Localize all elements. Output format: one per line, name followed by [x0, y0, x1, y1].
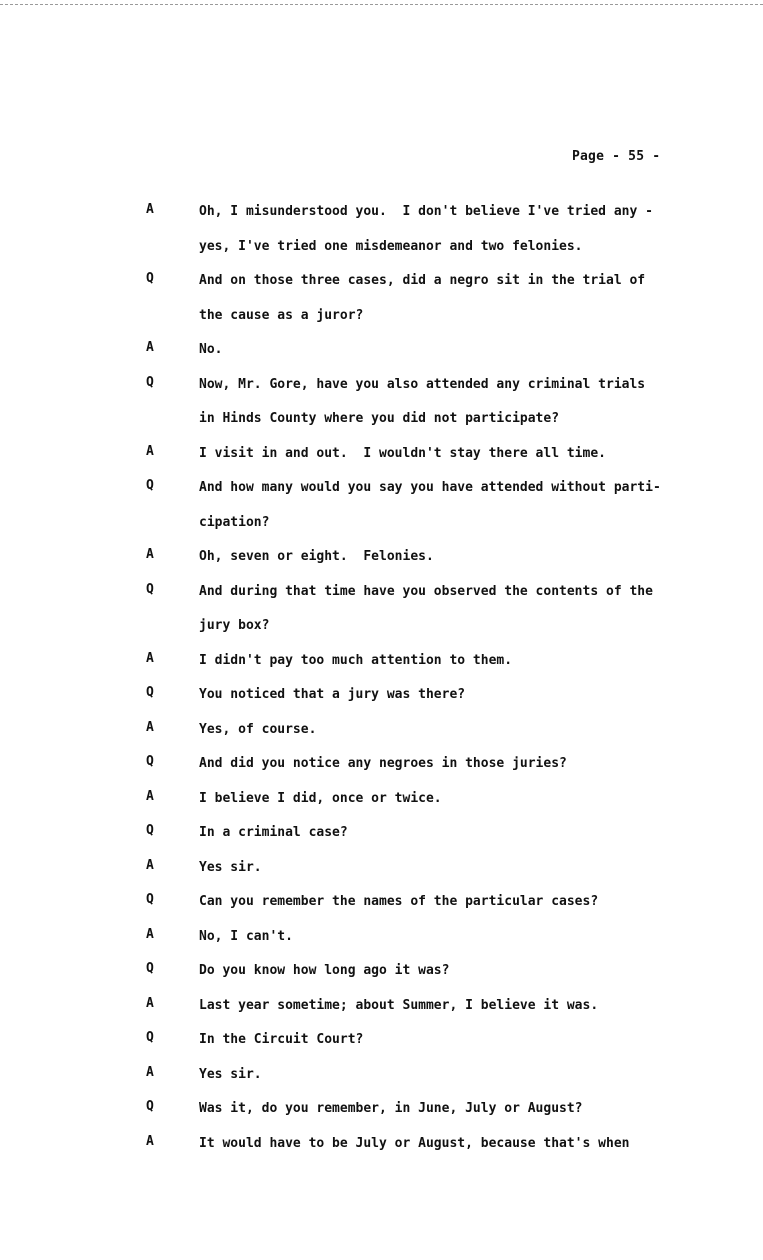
- speaker-label: A: [146, 995, 154, 1011]
- speaker-label: A: [146, 443, 154, 459]
- speaker-label: Q: [146, 892, 154, 907]
- testimony-line: Oh, I misunderstood you. I don't believe I've tried any -: [199, 204, 653, 219]
- speaker-label: Q: [146, 478, 154, 493]
- speaker-label: Q: [146, 685, 154, 700]
- testimony-line: No.: [199, 342, 223, 357]
- speaker-label: A: [146, 340, 154, 355]
- transcript-body: [0, 195, 763, 1161]
- testimony-line: I visit in and out. I wouldn't stay there all time.: [199, 445, 606, 461]
- transcript-entry: [0, 575, 763, 644]
- transcript-entry: [0, 851, 763, 886]
- speaker-label: Q: [146, 823, 154, 838]
- transcript-entry: [0, 1023, 763, 1058]
- speaker-label: A: [146, 547, 154, 562]
- transcript-entry: [0, 885, 763, 920]
- speaker-label: A: [146, 926, 154, 942]
- speaker-label: Q: [146, 754, 154, 769]
- testimony-line: And how many would you say you have attended without parti-: [199, 480, 661, 495]
- speaker-label: Q: [146, 961, 154, 976]
- transcript-entry: [0, 747, 763, 782]
- transcript-entry: [0, 540, 763, 575]
- transcript-entry: [0, 678, 763, 713]
- transcript-entry: [0, 920, 763, 955]
- testimony-line: Can you remember the names of the particular cases?: [199, 894, 599, 909]
- transcript-entry: [0, 1127, 763, 1162]
- speaker-label: Q: [146, 1030, 154, 1045]
- testimony-line: the cause as a juror?: [199, 307, 364, 323]
- testimony-line: Yes, of course.: [199, 721, 317, 737]
- speaker-label: Q: [146, 271, 154, 286]
- testimony-line: And did you notice any negroes in those juries?: [199, 756, 567, 771]
- transcript-entry: [0, 954, 763, 989]
- speaker-label: A: [146, 719, 154, 735]
- speaker-label: A: [146, 1064, 154, 1080]
- transcript-entry: [0, 333, 763, 368]
- transcript-entry: [0, 195, 763, 264]
- testimony-line: In a criminal case?: [199, 825, 348, 840]
- testimony-line: I didn't pay too much attention to them.: [199, 652, 513, 668]
- testimony-line: Last year sometime; about Summer, I believe it was.: [199, 997, 599, 1013]
- transcript-entry: [0, 264, 763, 333]
- speaker-label: Q: [146, 581, 154, 597]
- testimony-line: In the Circuit Court?: [199, 1032, 364, 1047]
- testimony-line: jury box?: [199, 618, 270, 633]
- transcript-entry: [0, 782, 763, 817]
- speaker-label: A: [146, 202, 154, 217]
- transcript-entry: [0, 989, 763, 1024]
- speaker-label: A: [146, 857, 154, 873]
- testimony-line: Do you know how long ago it was?: [199, 963, 450, 978]
- testimony-line: Yes sir.: [199, 859, 262, 875]
- testimony-line: You noticed that a jury was there?: [199, 687, 466, 702]
- speaker-label: A: [146, 650, 154, 666]
- transcript-entry: [0, 644, 763, 679]
- testimony-line: And on those three cases, did a negro sit in the trial of: [199, 273, 646, 288]
- testimony-line: No, I can't.: [199, 928, 293, 944]
- transcript-entry: [0, 471, 763, 540]
- transcript-entry: [0, 713, 763, 748]
- testimony-line: Now, Mr. Gore, have you also attended any criminal trials: [199, 376, 646, 392]
- speaker-label: A: [146, 1133, 154, 1149]
- testimony-line: cipation?: [199, 514, 270, 530]
- testimony-line: in Hinds County where you did not participate?: [199, 411, 560, 426]
- testimony-line: yes, I've tried one misdemeanor and two felonies.: [199, 238, 583, 254]
- speaker-label: Q: [146, 1099, 154, 1114]
- testimony-line: Oh, seven or eight. Felonies.: [199, 549, 434, 564]
- transcript-entry: [0, 368, 763, 437]
- testimony-line: Was it, do you remember, in June, July or August?: [199, 1101, 583, 1116]
- transcript-entry: [0, 1058, 763, 1093]
- page-number: Page - 55 -: [572, 149, 661, 164]
- transcript-entry: [0, 437, 763, 472]
- speaker-label: A: [146, 788, 154, 804]
- testimony-line: Yes sir.: [199, 1066, 262, 1082]
- testimony-line: It would have to be July or August, because that's when: [199, 1135, 630, 1151]
- testimony-line: I believe I did, once or twice.: [199, 790, 442, 806]
- speaker-label: Q: [146, 374, 154, 390]
- page-top-edge: [0, 0, 763, 5]
- transcript-entry: [0, 1092, 763, 1127]
- transcript-entry: [0, 816, 763, 851]
- testimony-line: And during that time have you observed the contents of the: [199, 583, 653, 599]
